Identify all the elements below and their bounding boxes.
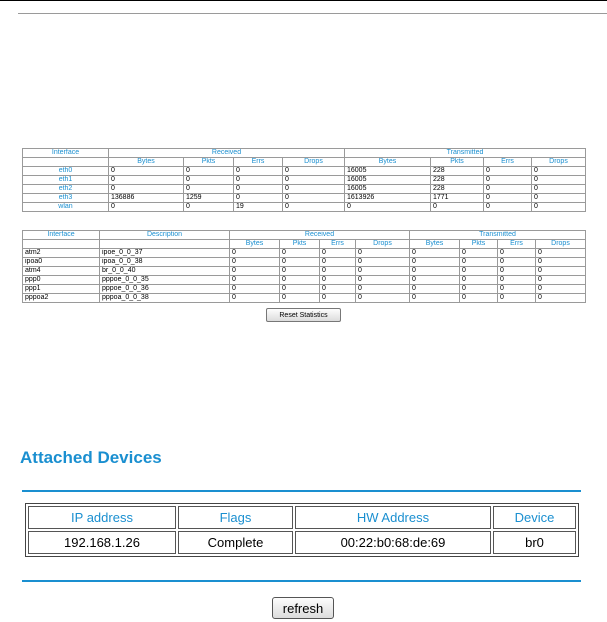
rx-drops-header: Drops	[356, 240, 410, 249]
rx-pkts-header: Pkts	[184, 158, 234, 167]
interface-header: Interface	[23, 149, 109, 158]
attached-devices-table	[25, 503, 579, 557]
description-header: Description	[100, 231, 230, 240]
tx-drops-cell: 0	[536, 258, 586, 267]
rx-bytes-cell: 0	[109, 185, 184, 194]
transmitted-header: Transmitted	[410, 231, 586, 240]
tx-errs-cell: 0	[498, 294, 536, 303]
rx-bytes-cell: 0	[230, 276, 280, 285]
tx-bytes-cell: 1613926	[345, 194, 431, 203]
tx-errs-cell: 0	[484, 194, 532, 203]
rx-errs-cell: 0	[320, 267, 356, 276]
attached-devices-title: Attached Devices	[20, 448, 162, 467]
hw-address-header: HW Address	[295, 506, 491, 529]
rx-pkts-cell: 0	[184, 185, 234, 194]
top-border	[0, 0, 607, 1]
rx-bytes-cell: 0	[109, 176, 184, 185]
rx-bytes-cell: 0	[109, 203, 184, 212]
wan-stat-row	[23, 249, 586, 258]
blank-cell	[23, 158, 109, 167]
blank-cell	[23, 240, 100, 249]
rx-drops-cell: 0	[283, 176, 345, 185]
rx-pkts-cell: 0	[280, 276, 320, 285]
interface-cell: ipoa0	[23, 258, 100, 267]
rx-errs-cell: 19	[234, 203, 283, 212]
tx-pkts-cell: 0	[431, 203, 484, 212]
rx-pkts-cell: 0	[184, 167, 234, 176]
hw-address-cell: 00:22:b0:68:de:69	[295, 531, 491, 554]
top-divider	[18, 13, 607, 14]
tx-errs-cell: 0	[498, 249, 536, 258]
wan-stat-row	[23, 285, 586, 294]
tx-bytes-cell: 0	[410, 294, 460, 303]
tx-pkts-cell: 0	[460, 294, 498, 303]
tx-pkts-cell: 228	[431, 167, 484, 176]
interface-cell: atm2	[23, 249, 100, 258]
tx-pkts-header: Pkts	[460, 240, 498, 249]
rx-drops-cell: 0	[356, 267, 410, 276]
rx-bytes-header: Bytes	[230, 240, 280, 249]
rx-errs-cell: 0	[234, 185, 283, 194]
device-header: Device	[493, 506, 576, 529]
wan-statistics-table	[22, 230, 586, 303]
rx-pkts-cell: 0	[280, 285, 320, 294]
blank-cell	[100, 240, 230, 249]
tx-bytes-header: Bytes	[345, 158, 431, 167]
rx-errs-cell: 0	[320, 258, 356, 267]
reset-statistics-button[interactable]: Reset Statistics	[266, 308, 341, 322]
wan-header-row	[23, 231, 586, 240]
wan-stat-row	[23, 258, 586, 267]
tx-drops-header: Drops	[536, 240, 586, 249]
device-cell: br0	[493, 531, 576, 554]
rx-bytes-cell: 0	[230, 258, 280, 267]
interface-header: Interface	[23, 231, 100, 240]
interface-cell: pppoa2	[23, 294, 100, 303]
interface-link[interactable]: wlan	[23, 203, 109, 212]
tx-drops-header: Drops	[532, 158, 586, 167]
tx-pkts-cell: 0	[460, 267, 498, 276]
tx-bytes-cell: 0	[410, 258, 460, 267]
lan-subheader-row	[23, 158, 586, 167]
rx-drops-header: Drops	[283, 158, 345, 167]
tx-errs-header: Errs	[498, 240, 536, 249]
tx-pkts-cell: 0	[460, 258, 498, 267]
tx-bytes-cell: 0	[345, 203, 431, 212]
tx-bytes-cell: 16005	[345, 167, 431, 176]
tx-drops-cell: 0	[536, 294, 586, 303]
ip-address-header: IP address	[28, 506, 176, 529]
rx-drops-cell: 0	[283, 203, 345, 212]
lan-stat-row	[23, 185, 586, 194]
tx-drops-cell: 0	[532, 185, 586, 194]
tx-errs-cell: 0	[484, 185, 532, 194]
wan-stat-row	[23, 276, 586, 285]
rx-errs-header: Errs	[234, 158, 283, 167]
tx-drops-cell: 0	[532, 194, 586, 203]
tx-errs-cell: 0	[498, 285, 536, 294]
tx-pkts-cell: 0	[460, 285, 498, 294]
received-header: Received	[230, 231, 410, 240]
description-cell: pppoe_0_0_35	[100, 276, 230, 285]
interface-link[interactable]: eth1	[23, 176, 109, 185]
tx-pkts-cell: 1771	[431, 194, 484, 203]
interface-link[interactable]: eth2	[23, 185, 109, 194]
rx-pkts-cell: 0	[184, 203, 234, 212]
lan-statistics-table	[22, 148, 586, 212]
interface-cell: ppp0	[23, 276, 100, 285]
rx-errs-cell: 0	[320, 285, 356, 294]
rx-errs-cell: 0	[320, 276, 356, 285]
tx-bytes-cell: 16005	[345, 185, 431, 194]
rx-drops-cell: 0	[283, 185, 345, 194]
description-cell: ipoa_0_0_38	[100, 258, 230, 267]
description-cell: ipoe_0_0_37	[100, 249, 230, 258]
rx-pkts-cell: 0	[280, 294, 320, 303]
rx-bytes-cell: 0	[109, 167, 184, 176]
received-header: Received	[109, 149, 345, 158]
tx-errs-cell: 0	[498, 276, 536, 285]
flags-header: Flags	[178, 506, 293, 529]
wan-stat-row	[23, 267, 586, 276]
rx-drops-cell: 0	[356, 276, 410, 285]
tx-pkts-cell: 228	[431, 176, 484, 185]
tx-pkts-header: Pkts	[431, 158, 484, 167]
refresh-button[interactable]: refresh	[272, 597, 334, 619]
section-divider-bottom	[22, 580, 581, 582]
rx-pkts-cell: 0	[280, 258, 320, 267]
section-divider-top	[22, 490, 581, 492]
rx-pkts-cell: 0	[280, 267, 320, 276]
rx-drops-cell: 0	[356, 285, 410, 294]
rx-pkts-cell: 1259	[184, 194, 234, 203]
rx-pkts-cell: 0	[184, 176, 234, 185]
lan-stat-row	[23, 203, 586, 212]
lan-stat-row	[23, 167, 586, 176]
rx-bytes-cell: 0	[230, 285, 280, 294]
description-cell: pppoa_0_0_38	[100, 294, 230, 303]
rx-errs-cell: 0	[320, 249, 356, 258]
rx-bytes-header: Bytes	[109, 158, 184, 167]
interface-cell: atm4	[23, 267, 100, 276]
rx-bytes-cell: 136886	[109, 194, 184, 203]
interface-link[interactable]: eth3	[23, 194, 109, 203]
rx-errs-cell: 0	[234, 176, 283, 185]
rx-bytes-cell: 0	[230, 249, 280, 258]
lan-stat-row	[23, 194, 586, 203]
lan-header-row	[23, 149, 586, 158]
flags-cell: Complete	[178, 531, 293, 554]
tx-errs-cell: 0	[484, 167, 532, 176]
tx-errs-cell: 0	[484, 176, 532, 185]
tx-drops-cell: 0	[532, 203, 586, 212]
rx-errs-cell: 0	[320, 294, 356, 303]
rx-drops-cell: 0	[283, 167, 345, 176]
tx-drops-cell: 0	[536, 276, 586, 285]
device-row	[28, 531, 576, 554]
rx-pkts-cell: 0	[280, 249, 320, 258]
rx-drops-cell: 0	[356, 258, 410, 267]
tx-bytes-cell: 0	[410, 276, 460, 285]
tx-errs-header: Errs	[484, 158, 532, 167]
interface-cell: ppp1	[23, 285, 100, 294]
rx-drops-cell: 0	[283, 194, 345, 203]
rx-bytes-cell: 0	[230, 267, 280, 276]
tx-drops-cell: 0	[532, 167, 586, 176]
tx-pkts-cell: 0	[460, 249, 498, 258]
tx-errs-cell: 0	[484, 203, 532, 212]
tx-pkts-cell: 0	[460, 276, 498, 285]
description-cell: pppoe_0_0_36	[100, 285, 230, 294]
rx-drops-cell: 0	[356, 294, 410, 303]
tx-drops-cell: 0	[536, 267, 586, 276]
transmitted-header: Transmitted	[345, 149, 586, 158]
lan-stat-row	[23, 176, 586, 185]
rx-errs-cell: 0	[234, 167, 283, 176]
tx-pkts-cell: 228	[431, 185, 484, 194]
rx-bytes-cell: 0	[230, 294, 280, 303]
wan-stat-row	[23, 294, 586, 303]
tx-drops-cell: 0	[536, 249, 586, 258]
tx-bytes-cell: 0	[410, 285, 460, 294]
tx-errs-cell: 0	[498, 258, 536, 267]
tx-drops-cell: 0	[536, 285, 586, 294]
ip-address-cell: 192.168.1.26	[28, 531, 176, 554]
tx-drops-cell: 0	[532, 176, 586, 185]
rx-errs-cell: 0	[234, 194, 283, 203]
description-cell: br_0_0_40	[100, 267, 230, 276]
tx-bytes-header: Bytes	[410, 240, 460, 249]
tx-bytes-cell: 0	[410, 267, 460, 276]
tx-bytes-cell: 16005	[345, 176, 431, 185]
tx-errs-cell: 0	[498, 267, 536, 276]
devices-header-row	[28, 506, 576, 529]
rx-pkts-header: Pkts	[280, 240, 320, 249]
rx-drops-cell: 0	[356, 249, 410, 258]
interface-link[interactable]: eth0	[23, 167, 109, 176]
wan-subheader-row	[23, 240, 586, 249]
rx-errs-header: Errs	[320, 240, 356, 249]
tx-bytes-cell: 0	[410, 249, 460, 258]
